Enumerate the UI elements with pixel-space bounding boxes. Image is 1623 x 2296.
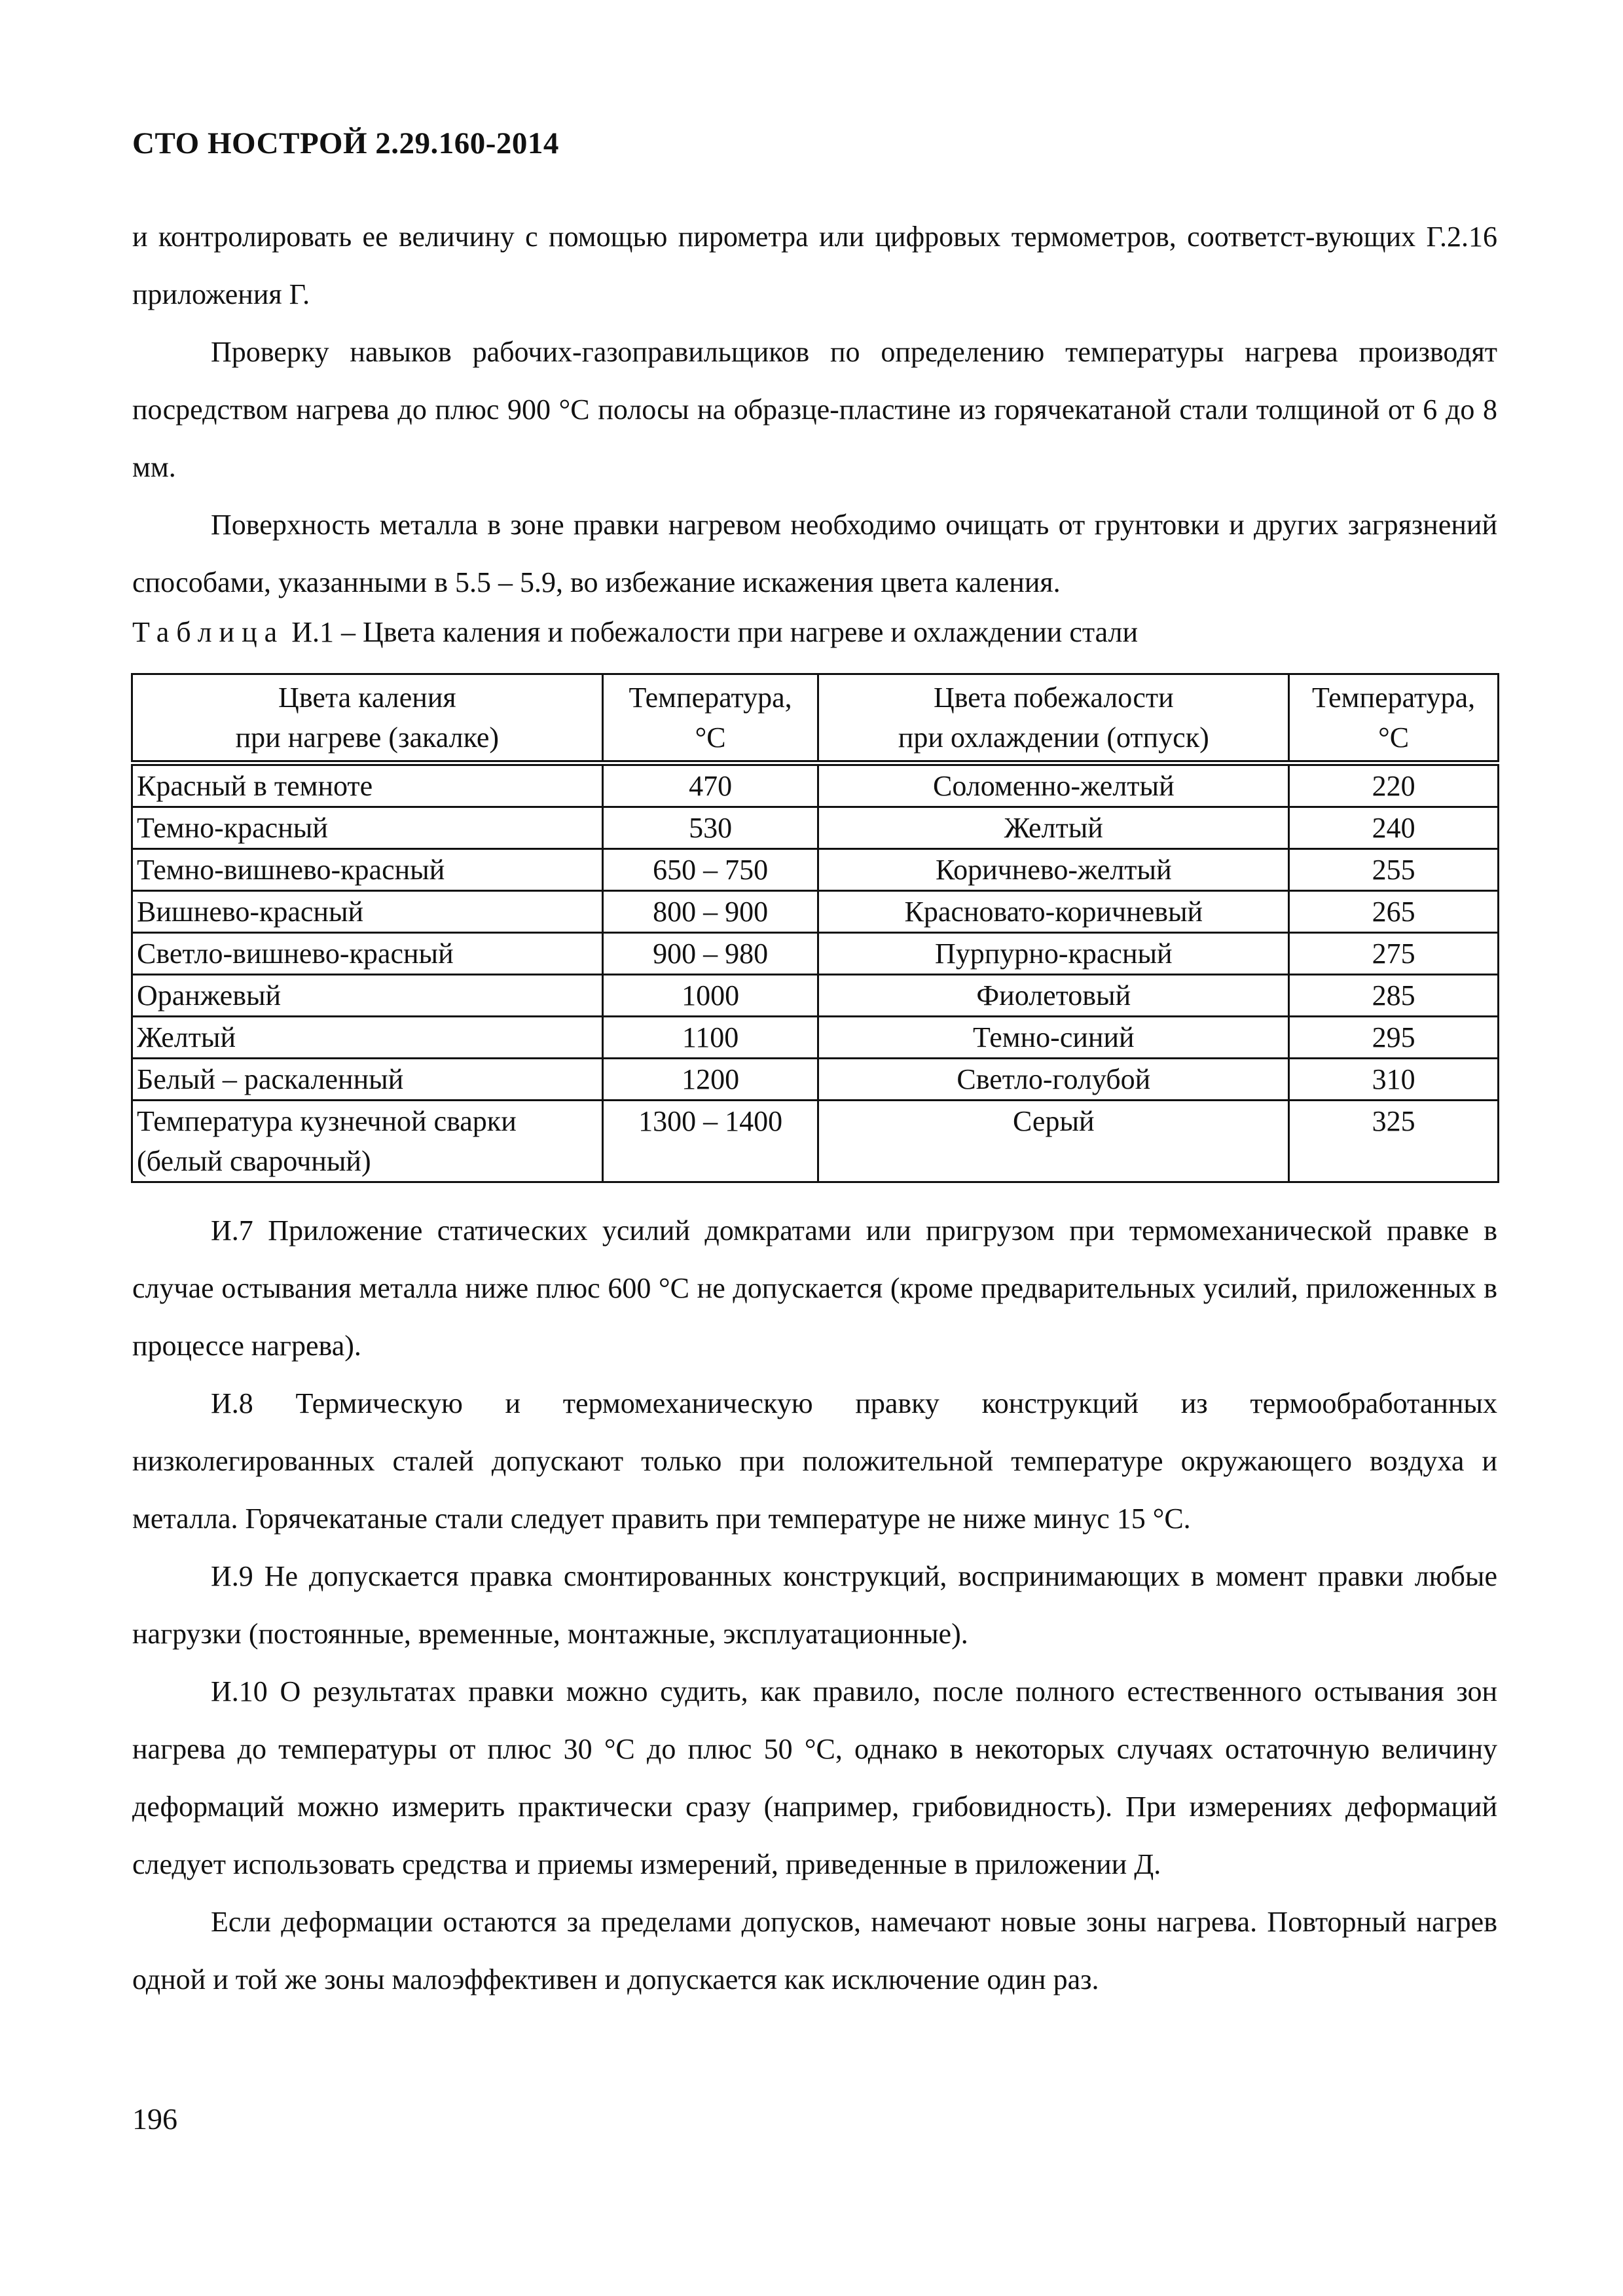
table-cell: 1200 (602, 1059, 818, 1101)
paragraph-item-i9: И.9 Не допускается правка смонтированных конструкций, воспринимающих в момент правки любые нагрузки (постоянные, временные, монтажные, эксплуатационные). (132, 1560, 1497, 1650)
header-temper-colors: Цвета побежалости при охлаждении (отпуск) (818, 674, 1289, 763)
paragraph-item-i8: И.8 Термическую и термомеханическую правку конструкций из термообработанных низколегированных сталей допускают только при положительной температуре окружающего воздуха и металла. Горячекатаные стали следует править при температуре не ниже минус 15 °С. (132, 1387, 1497, 1535)
top-text-block (132, 208, 1497, 611)
table-header-row (132, 674, 1499, 763)
table-caption (132, 613, 1138, 652)
header-heat-colors: Цвета каления при нагреве (закалке) (132, 674, 603, 763)
table-cell: 800 – 900 (602, 891, 818, 933)
table-cell: Желтый (818, 807, 1289, 849)
table-row (132, 1059, 1499, 1101)
table-cell: 220 (1289, 763, 1499, 807)
table-cell: Серый (818, 1101, 1289, 1182)
table-cell: Темно-синий (818, 1017, 1289, 1059)
table-caption-text: И.1 – Цвета каления и побежалости при нагреве и охлаждении стали (284, 616, 1139, 648)
table-cell: Темно-вишнево-красный (132, 849, 603, 891)
bottom-text-block (132, 1202, 1497, 2009)
table-cell: Светло-голубой (818, 1059, 1289, 1101)
table-cell: 265 (1289, 891, 1499, 933)
table-row (132, 1017, 1499, 1059)
paragraph-surface-cleaning: Поверхность металла в зоне правки нагревом необходимо очищать от грунтовки и других загрязнений способами, указанными в 5.5 – 5.9, во избежание искажения цвета каления. (132, 509, 1497, 598)
paragraph-item-i10: И.10 О результатах правки можно судить, как правило, после полного естественного остывания зон нагрева до температуры от плюс 30 °С до плюс 50 °С, однако в некоторых случаях остаточную величину деформаций можно измерить практически сразу (например, грибовидность). При измерениях деформаций следует использовать средства и приемы измерений, приведенные в приложении Д. (132, 1675, 1497, 1880)
table-cell: Белый – раскаленный (132, 1059, 603, 1101)
paragraph-skill-check: Проверку навыков рабочих-газоправильщиков по определению температуры нагрева производят посредством нагрева до плюс 900 °С полосы на образце-пластине из горячекатаной стали толщиной от 6 до 8 мм. (132, 336, 1497, 483)
table-row (132, 975, 1499, 1017)
paragraph-repeat-heating: Если деформации остаются за пределами допусков, намечают новые зоны нагрева. Повторный нагрев одной и той же зоны малоэффективен и допускается как исключение один раз. (132, 1906, 1497, 1995)
paragraph-continuation: и контролировать ее величину с помощью пирометра или цифровых термометров, соответст-вующих Г.2.16 приложения Г. (132, 221, 1497, 310)
table-cell: Светло-вишнево-красный (132, 933, 603, 975)
table-cell: 900 – 980 (602, 933, 818, 975)
paragraph-item-i7: И.7 Приложение статических усилий домкратами или пригрузом при термомеханической правке в случае остывания металла ниже плюс 600 °С не допускается (кроме предварительных усилий, приложенных в процессе нагрева). (132, 1214, 1497, 1362)
table-cell: Вишнево-красный (132, 891, 603, 933)
header-temper-temperature: Температура, °С (1289, 674, 1499, 763)
header-heat-temperature: Температура, °С (602, 674, 818, 763)
table-cell: Соломенно-желтый (818, 763, 1289, 807)
table-cell: 1000 (602, 975, 818, 1017)
table-cell: 240 (1289, 807, 1499, 849)
table-cell: Коричнево-желтый (818, 849, 1289, 891)
table-cell: Желтый (132, 1017, 603, 1059)
table-row (132, 1101, 1499, 1182)
table-cell: 310 (1289, 1059, 1499, 1101)
table-cell: 1300 – 1400 (602, 1101, 818, 1182)
table-row (132, 807, 1499, 849)
page-number: 196 (132, 2102, 177, 2136)
table-cell: Оранжевый (132, 975, 603, 1017)
table-cell: Фиолетовый (818, 975, 1289, 1017)
table-cell: Темно-красный (132, 807, 603, 849)
table-row (132, 933, 1499, 975)
table-cell: 285 (1289, 975, 1499, 1017)
table-row (132, 763, 1499, 807)
table-row (132, 891, 1499, 933)
table-row (132, 849, 1499, 891)
table-cell: 295 (1289, 1017, 1499, 1059)
table-cell: 530 (602, 807, 818, 849)
table-cell: Красный в темноте (132, 763, 603, 807)
table-caption-label: Таблица (132, 616, 285, 648)
table-cell: 325 (1289, 1101, 1499, 1182)
table-cell: Красновато-коричневый (818, 891, 1289, 933)
table-cell: 275 (1289, 933, 1499, 975)
table-cell: 470 (602, 763, 818, 807)
table-cell: 650 – 750 (602, 849, 818, 891)
table-cell: Пурпурно-красный (818, 933, 1289, 975)
heating-colors-table (131, 673, 1499, 1183)
table-cell: 1100 (602, 1017, 818, 1059)
table-cell: Температура кузнечной сварки (белый сварочный) (132, 1101, 603, 1182)
document-header: СТО НОСТРОЙ 2.29.160-2014 (132, 126, 559, 160)
table-cell: 255 (1289, 849, 1499, 891)
